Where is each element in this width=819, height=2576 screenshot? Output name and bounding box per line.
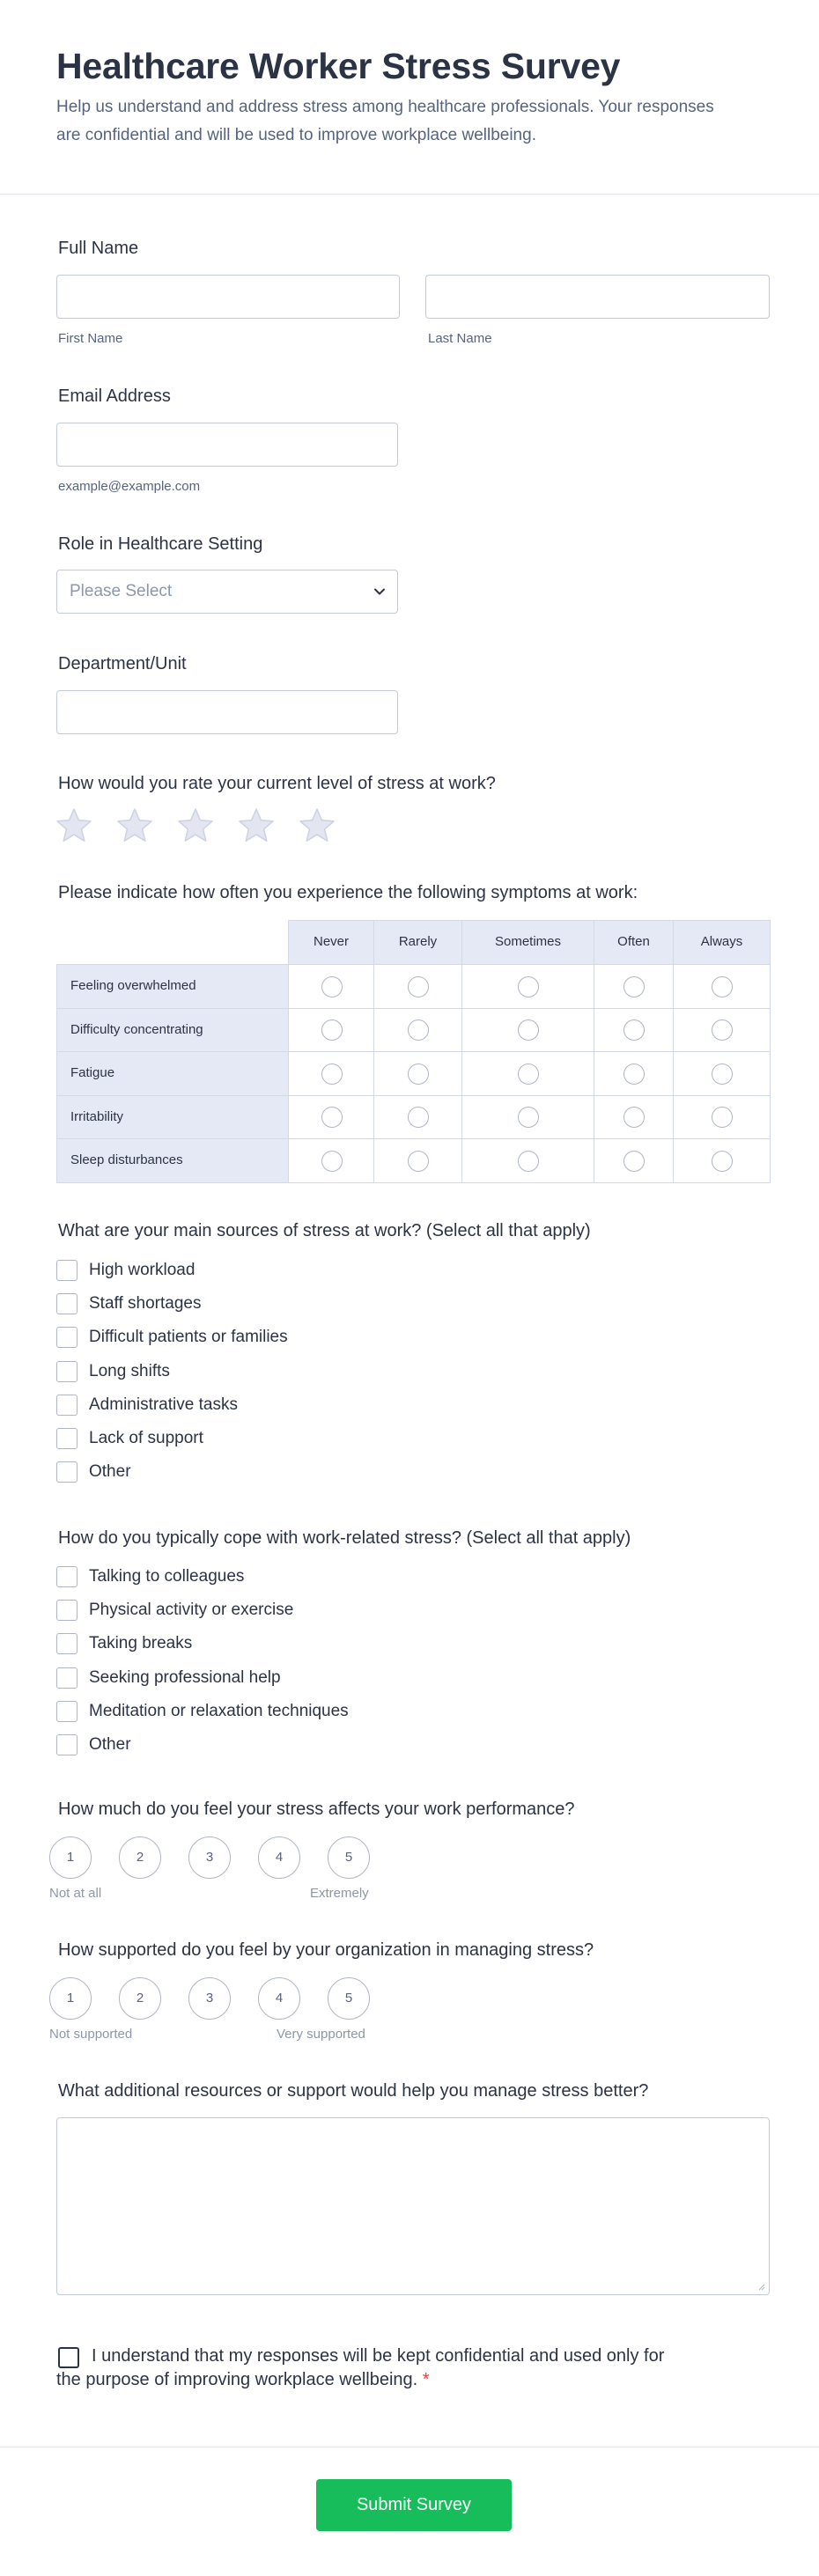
source-checkbox[interactable]: [56, 1327, 77, 1348]
source-checkbox[interactable]: [56, 1293, 77, 1314]
star-icon[interactable]: [176, 806, 215, 845]
matrix-radio[interactable]: [518, 976, 539, 997]
role-select[interactable]: [56, 570, 398, 614]
matrix-cell: [461, 964, 594, 1009]
matrix-row-label: Irritability: [56, 1095, 289, 1140]
coping-option-label: Talking to colleagues: [89, 1567, 245, 1586]
matrix-radio[interactable]: [408, 1107, 429, 1128]
coping-checkbox[interactable]: [56, 1633, 77, 1654]
last-name-input[interactable]: [425, 275, 770, 319]
matrix-cell: [288, 1051, 374, 1096]
matrix-cell: [373, 1008, 462, 1053]
matrix-cell: [461, 1138, 594, 1183]
star-icon[interactable]: [237, 806, 276, 845]
support-option-2[interactable]: 2: [119, 1977, 161, 2020]
source-checkbox[interactable]: [56, 1395, 77, 1416]
matrix-cell: [594, 1051, 674, 1096]
consent-text: I understand that my responses will be kept confidential and used only for the purpose of improving workplace wellbeing.: [56, 2346, 665, 2389]
matrix-cell: [288, 1138, 374, 1183]
symptoms-matrix: [56, 920, 770, 1182]
matrix-radio[interactable]: [712, 1151, 733, 1172]
performance-option-3[interactable]: 3: [188, 1836, 231, 1879]
star-icon[interactable]: [115, 806, 154, 845]
email-input[interactable]: [56, 423, 398, 467]
performance-option-1[interactable]: 1: [49, 1836, 92, 1879]
email-label: Email Address: [58, 386, 171, 406]
matrix-column-header: Always: [673, 920, 771, 965]
matrix-cell: [673, 1051, 771, 1096]
matrix-radio[interactable]: [623, 976, 645, 997]
matrix-cell: [673, 1138, 771, 1183]
matrix-row-label: Sleep disturbances: [56, 1138, 289, 1183]
matrix-radio[interactable]: [518, 1151, 539, 1172]
matrix-radio[interactable]: [321, 1151, 343, 1172]
matrix-cell: [373, 1138, 462, 1183]
coping-option-label: Physical activity or exercise: [89, 1601, 294, 1620]
matrix-radio[interactable]: [408, 976, 429, 997]
source-option-label: Administrative tasks: [89, 1395, 238, 1414]
matrix-radio[interactable]: [712, 1019, 733, 1041]
coping-option-label: Other: [89, 1735, 131, 1754]
matrix-radio[interactable]: [321, 1107, 343, 1128]
resources-label: What additional resources or support would help you manage stress better?: [58, 2081, 649, 2101]
matrix-radio[interactable]: [712, 1107, 733, 1128]
matrix-cell: [373, 1051, 462, 1096]
matrix-radio[interactable]: [712, 1064, 733, 1085]
matrix-radio[interactable]: [518, 1064, 539, 1085]
support-label: How supported do you feel by your organization in managing stress?: [58, 1940, 594, 1960]
support-min-label: Not supported: [49, 2027, 133, 2042]
matrix-row-label: Feeling overwhelmed: [56, 964, 289, 1009]
coping-checkbox[interactable]: [56, 1667, 77, 1689]
coping-option-label: Meditation or relaxation techniques: [89, 1701, 349, 1720]
resources-textarea[interactable]: [56, 2117, 770, 2295]
source-option-label: Staff shortages: [89, 1294, 202, 1314]
matrix-row-label: Difficulty concentrating: [56, 1008, 289, 1053]
resize-handle-icon[interactable]: [756, 2282, 765, 2291]
performance-option-2[interactable]: 2: [119, 1836, 161, 1879]
source-option-label: Long shifts: [89, 1361, 170, 1380]
matrix-cell: [594, 1138, 674, 1183]
performance-label: How much do you feel your stress affects your work performance?: [58, 1800, 575, 1819]
source-checkbox[interactable]: [56, 1461, 77, 1483]
star-icon[interactable]: [298, 806, 336, 845]
role-select-placeholder: Please Select: [70, 582, 173, 600]
required-mark: *: [422, 2370, 430, 2389]
support-max-label: Very supported: [277, 2027, 365, 2042]
submit-button[interactable]: Submit Survey: [316, 2479, 512, 2531]
source-option-label: High workload: [89, 1261, 196, 1279]
matrix-cell: [594, 1095, 674, 1140]
matrix-cell: [373, 964, 462, 1009]
star-icon[interactable]: [55, 806, 93, 845]
first-name-sublabel: First Name: [58, 331, 123, 346]
matrix-radio[interactable]: [623, 1151, 645, 1172]
coping-option-label: Taking breaks: [89, 1634, 193, 1653]
matrix-cell: [288, 964, 374, 1009]
stress-rating-label: How would you rate your current level of stress at work?: [58, 774, 496, 793]
first-name-input[interactable]: [56, 275, 400, 319]
full-name-label: Full Name: [58, 239, 139, 258]
matrix-radio[interactable]: [321, 1019, 343, 1041]
form-header: [0, 0, 819, 195]
matrix-radio[interactable]: [518, 1019, 539, 1041]
coping-label: How do you typically cope with work-related stress? (Select all that apply): [58, 1528, 631, 1548]
performance-min-label: Not at all: [49, 1886, 102, 1901]
matrix-cell: [288, 1095, 374, 1140]
star-rating: [55, 806, 372, 847]
source-option-label: Other: [89, 1462, 131, 1482]
matrix-column-header: Sometimes: [461, 920, 594, 965]
chevron-down-icon: [371, 583, 388, 600]
source-checkbox[interactable]: [56, 1361, 77, 1382]
source-option-label: Lack of support: [89, 1429, 203, 1447]
coping-checkbox[interactable]: [56, 1734, 77, 1755]
matrix-radio[interactable]: [408, 1151, 429, 1172]
email-sublabel: example@example.com: [58, 479, 201, 494]
matrix-radio[interactable]: [712, 976, 733, 997]
matrix-radio[interactable]: [623, 1019, 645, 1041]
form-description: Help us understand and address stress among healthcare professionals. Your responses are confidential and will be used to improve workplace wellbeing.: [56, 98, 714, 144]
performance-option-4[interactable]: 4: [258, 1836, 300, 1879]
matrix-column-header: Never: [288, 920, 374, 965]
performance-max-label: Extremely: [310, 1886, 369, 1901]
coping-checkbox[interactable]: [56, 1701, 77, 1722]
support-option-3[interactable]: 3: [188, 1977, 231, 2020]
matrix-cell: [461, 1008, 594, 1053]
support-option-1[interactable]: 1: [49, 1977, 92, 2020]
matrix-cell: [461, 1095, 594, 1140]
matrix-cell: [594, 1008, 674, 1053]
source-checkbox[interactable]: [56, 1260, 77, 1281]
role-label: Role in Healthcare Setting: [58, 534, 263, 554]
matrix-radio[interactable]: [321, 1064, 343, 1085]
sources-label: What are your main sources of stress at work? (Select all that apply): [58, 1221, 591, 1240]
matrix-cell: [373, 1095, 462, 1140]
matrix-radio[interactable]: [408, 1019, 429, 1041]
matrix-cell: [673, 1008, 771, 1053]
performance-option-5[interactable]: 5: [328, 1836, 370, 1879]
matrix-row-label: Fatigue: [56, 1051, 289, 1096]
matrix-radio[interactable]: [408, 1064, 429, 1085]
matrix-radio[interactable]: [623, 1064, 645, 1085]
form-title: Healthcare Worker Stress Survey: [56, 46, 621, 86]
matrix-column-header: Often: [594, 920, 674, 965]
matrix-radio[interactable]: [518, 1107, 539, 1128]
consent-text-block: [56, 2344, 690, 2392]
matrix-cell: [673, 1095, 771, 1140]
last-name-sublabel: Last Name: [428, 331, 492, 346]
matrix-radio[interactable]: [623, 1107, 645, 1128]
matrix-column-header: Rarely: [373, 920, 462, 965]
support-option-4[interactable]: 4: [258, 1977, 300, 2020]
matrix-cell: [288, 1008, 374, 1053]
matrix-cell: [673, 964, 771, 1009]
coping-checkbox[interactable]: [56, 1566, 77, 1587]
symptoms-label: Please indicate how often you experience the following symptoms at work:: [58, 883, 638, 902]
support-option-5[interactable]: 5: [328, 1977, 370, 2020]
matrix-cell: [594, 964, 674, 1009]
source-option-label: Difficult patients or families: [89, 1328, 288, 1347]
department-label: Department/Unit: [58, 654, 187, 673]
matrix-cell: [461, 1051, 594, 1096]
matrix-radio[interactable]: [321, 976, 343, 997]
coping-option-label: Seeking professional help: [89, 1667, 281, 1687]
department-input[interactable]: [56, 690, 398, 734]
coping-checkbox[interactable]: [56, 1600, 77, 1621]
source-checkbox[interactable]: [56, 1428, 77, 1449]
